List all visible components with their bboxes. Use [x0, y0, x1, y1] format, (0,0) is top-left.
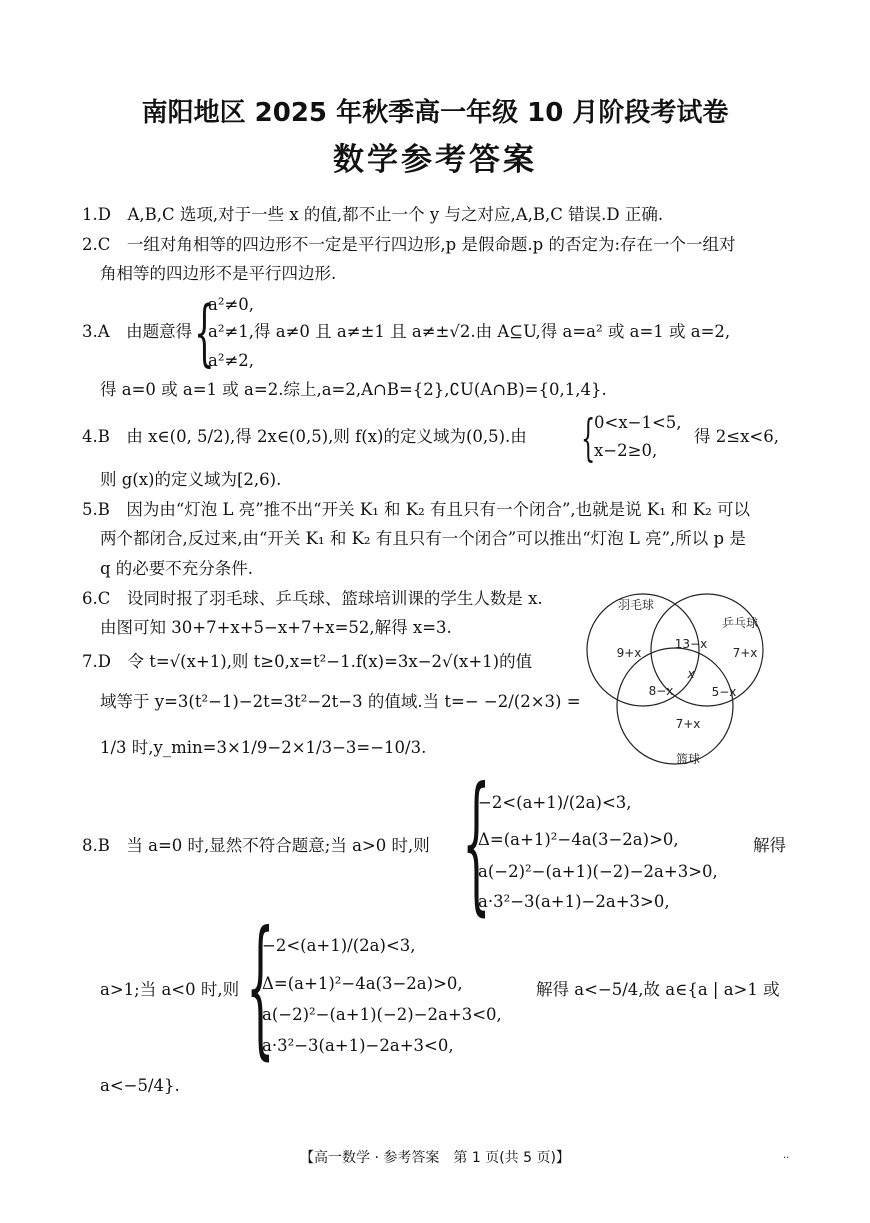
brace-icon: { [194, 290, 215, 374]
answer-5-line-2: 两个都闭合,反过来,由“开关 K₁ 和 K₂ 有且只有一个闭合”可以推出“灯泡 L 亮”,所以 p 是 [100, 529, 746, 548]
answer-8-lead-2: a>1;当 a<0 时,则 [100, 980, 240, 999]
answer-4-system-1: 0<x−1<5, [594, 413, 682, 432]
answer-8-system-b-4: a·3²−3(a+1)−2a+3<0, [262, 1036, 454, 1055]
basketball-circle [617, 648, 733, 764]
answer-1: 1.D A,B,C 选项,对于一些 x 的值,都不止一个 y 与之对应,A,B,C 错误.D 正确. [82, 205, 664, 224]
answer-3-line-2: 得 a=0 或 a=1 或 a=2.综上,a=2,A∩B={2},∁U(A∩B)={0,1,4}. [100, 380, 607, 399]
answer-8-system-a-2: Δ=(a+1)²−4a(3−2a)>0, [478, 830, 679, 849]
answer-3-system-1: a²≠0, [208, 295, 255, 314]
brace-icon: { [246, 900, 275, 1074]
answer-8-tail-a: 解得 [753, 836, 786, 855]
venn-label-pingpong: 乒乓球 [721, 616, 759, 630]
answer-7-line-3: 1/3 时,y_min=3×1/9−2×1/3−3=−10/3. [100, 738, 427, 757]
answer-8-system-a-3: a(−2)²−(a+1)(−2)−2a+3>0, [478, 862, 718, 881]
venn-diagram [585, 588, 765, 774]
answer-5-line-1: 5.B 因为由“灯泡 L 亮”推不出“开关 K₁ 和 K₂ 有且只有一个闭合”,也就是说 K₁ 和 K₂ 可以 [82, 500, 751, 519]
answer-8-system-a-4: a·3²−3(a+1)−2a+3>0, [478, 892, 670, 911]
venn-region-center: x [687, 667, 695, 681]
answer-8-system-b-1: −2<(a+1)/(2a)<3, [262, 936, 416, 955]
answer-4-system-2: x−2≥0, [594, 441, 658, 460]
answer-2-line-2: 角相等的四边形不是平行四边形. [100, 264, 337, 283]
answer-8-line-3: a<−5/4}. [100, 1076, 180, 1095]
venn-region-pingpong-basketball: 5−x [711, 685, 737, 699]
answer-4-line-1-tail: 得 2≤x<6, [694, 427, 779, 446]
venn-label-basketball: 篮球 [675, 752, 701, 766]
answer-4-line-1: 4.B 由 x∈(0, 5/2),得 2x∈(0,5),则 f(x)的定义域为(0,5).由 [82, 427, 527, 446]
answer-2-line-1: 2.C 一组对角相等的四边形不一定是平行四边形,p 是假命题.p 的否定为:存在一个一组对 [82, 235, 736, 254]
page-footer: 【高一数学 · 参考答案 第 1 页(共 5 页)】 [300, 1150, 570, 1166]
answer-8-lead: 8.B 当 a=0 时,显然不符合题意;当 a>0 时,则 [82, 836, 430, 855]
answer-7-line-2: 域等于 y=3(t²−1)−2t=3t²−2t−3 的值域.当 t=− −2/(2×3) = [100, 692, 581, 711]
venn-region-basketball-only: 7+x [675, 717, 701, 731]
venn-region-badminton-pingpong: 13−x [674, 637, 708, 651]
corner-mark: ·· [783, 1153, 790, 1164]
venn-region-badminton-basketball: 8−x [648, 684, 674, 698]
page-title: 南阳地区 2025 年秋季高一年级 10 月阶段考试卷 [141, 98, 729, 128]
brace-icon: { [462, 756, 491, 930]
venn-label-badminton: 羽毛球 [617, 598, 655, 612]
answer-8-system-a-1: −2<(a+1)/(2a)<3, [478, 793, 632, 812]
answer-3-system-2: a²≠1,得 a≠0 且 a≠±1 且 a≠±√2.由 A⊆U,得 a=a² 或 a=1 或 a=2, [208, 322, 731, 341]
answer-8-tail-b: 解得 a<−5/4,故 a∈{a | a>1 或 [536, 980, 780, 999]
answer-6-line-1: 6.C 设同时报了羽毛球、乒乓球、篮球培训课的学生人数是 x. [82, 589, 543, 608]
answer-7-line-1: 7.D 令 t=√(x+1),则 t≥0,x=t²−1.f(x)=3x−2√(x+1)的值 [82, 652, 533, 671]
answer-4-line-2: 则 g(x)的定义域为[2,6). [100, 470, 282, 489]
answer-8-system-b-3: a(−2)²−(a+1)(−2)−2a+3<0, [262, 1005, 502, 1024]
answer-8-system-b-2: Δ=(a+1)²−4a(3−2a)>0, [262, 974, 463, 993]
answer-6-line-2: 由图可知 30+7+x+5−x+7+x=52,解得 x=3. [100, 618, 452, 637]
venn-region-pingpong-only: 7+x [732, 646, 758, 660]
answer-3-lead: 3.A 由题意得 [82, 322, 193, 341]
brace-icon: { [581, 409, 596, 467]
answer-3-system-3: a²≠2, [208, 351, 255, 370]
venn-region-badminton-only: 9+x [616, 646, 642, 660]
page-subtitle: 数学参考答案 [333, 142, 537, 178]
answer-5-line-3: q 的必要不充分条件. [100, 559, 254, 578]
